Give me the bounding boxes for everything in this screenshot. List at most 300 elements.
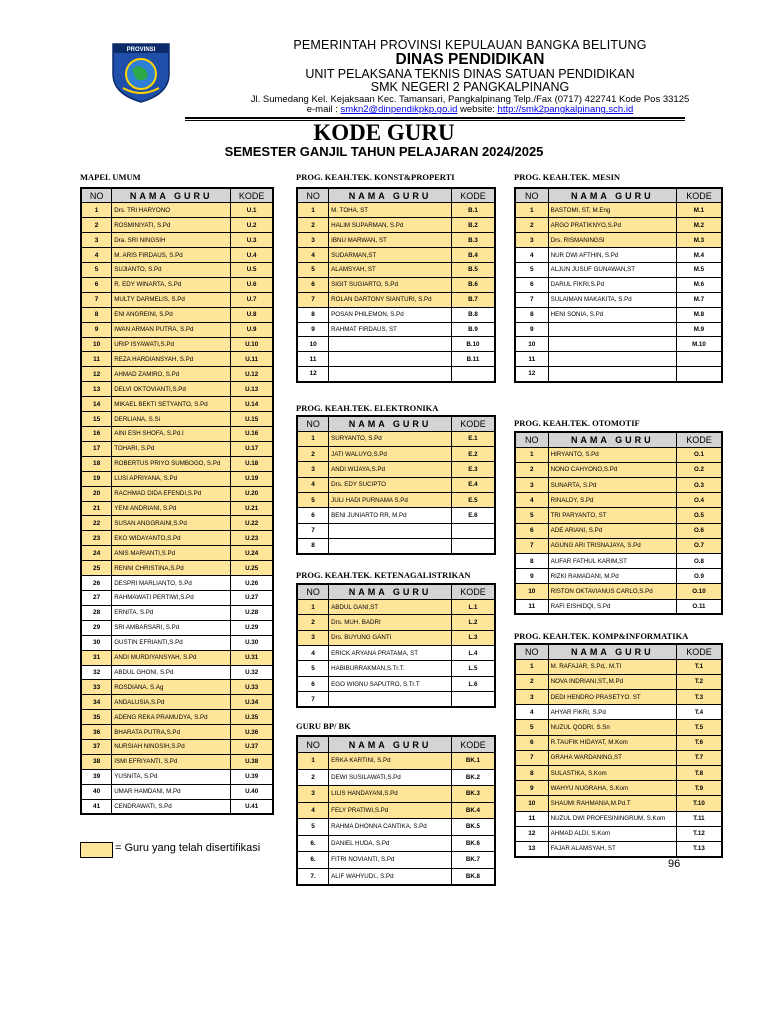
row-kode: U.1 — [231, 203, 273, 218]
row-kode — [451, 692, 495, 707]
page-subtitle: SEMESTER GANJIL TAHUN PELAJARAN 2024/2025 — [224, 144, 544, 159]
table-row — [297, 661, 495, 676]
row-kode: E.5 — [451, 492, 495, 507]
header-nama: NAMA GURU — [329, 736, 452, 753]
row-nama: MULTY DARMELIS, S.Pd — [112, 292, 231, 307]
table-row — [515, 584, 722, 599]
row-no: 16 — [81, 427, 112, 442]
row-nama: SUDARMAN,ST — [329, 248, 452, 263]
table-row — [81, 754, 273, 769]
website-link[interactable]: http://smk2pangkalpinang.sch.id — [497, 104, 634, 115]
row-kode: U.26 — [231, 576, 273, 591]
row-nama: DANIEL HUDA, S.Pd — [329, 835, 452, 852]
header-nama: NAMA GURU — [329, 584, 452, 599]
row-kode: E.6 — [451, 508, 495, 523]
row-nama: HIRYANTO, S.Pd — [548, 447, 676, 462]
website-label: website: — [457, 104, 498, 115]
row-nama: RAHMAWATI PERTIWI,S.Pd — [112, 590, 231, 605]
row-kode: O.5 — [676, 508, 722, 523]
table-row — [515, 277, 722, 292]
row-kode: M.7 — [676, 292, 722, 307]
table-row — [515, 248, 722, 263]
row-no: 9 — [515, 569, 548, 584]
row-kode: U.2 — [231, 218, 273, 233]
table-row — [515, 478, 722, 493]
row-no: 2 — [297, 615, 329, 630]
header-no: NO — [297, 736, 329, 753]
table-row — [81, 352, 273, 367]
row-kode: B.5 — [451, 262, 495, 277]
table-row — [297, 599, 495, 614]
row-kode: O.7 — [676, 538, 722, 553]
table-row — [297, 367, 495, 382]
row-kode: U.11 — [231, 352, 273, 367]
row-no: 8 — [297, 307, 329, 322]
header-nama: NAMA GURU — [548, 644, 676, 659]
table-row — [81, 546, 273, 561]
row-nama: AHMAD ALDI, S.Kom — [548, 826, 676, 841]
header-kode: KODE — [451, 736, 495, 753]
row-no: 7. — [297, 868, 329, 885]
table-row — [297, 819, 495, 836]
row-kode: T.9 — [676, 781, 722, 796]
row-kode: B.2 — [451, 218, 495, 233]
table-row — [515, 447, 722, 462]
header-kode: KODE — [676, 432, 722, 447]
row-kode: U.20 — [231, 486, 273, 501]
row-kode: U.27 — [231, 590, 273, 605]
row-kode: U.29 — [231, 620, 273, 635]
row-kode: L.6 — [451, 676, 495, 691]
row-no: 4 — [297, 646, 329, 661]
table-row — [515, 599, 722, 614]
table-row — [297, 431, 495, 446]
table-row — [297, 262, 495, 277]
row-no: 19 — [81, 471, 112, 486]
row-no: 25 — [81, 561, 112, 576]
row-no: 11 — [515, 352, 548, 367]
header-kode: KODE — [231, 188, 273, 203]
row-kode: T.2 — [676, 674, 722, 689]
row-nama: NOVA INDRIANI,ST.,M.Pd — [548, 674, 676, 689]
row-no: 9 — [515, 322, 548, 337]
table-row — [81, 277, 273, 292]
row-nama: DERLIANA, S.Si — [112, 412, 231, 427]
row-nama: ERICK ARYANA PRATAMA, ST — [329, 646, 452, 661]
row-nama: NONO CAHYONO,S.Pd — [548, 462, 676, 477]
header-no: NO — [297, 188, 329, 203]
row-kode: U.41 — [231, 799, 273, 814]
row-nama — [329, 337, 452, 352]
row-no: 10 — [515, 337, 548, 352]
row-kode: U.38 — [231, 754, 273, 769]
row-nama: AGUNG ARI TRISNAJAYA, S.Pd — [548, 538, 676, 553]
row-nama: R.TAUFIK HIDAYAT, M.Kom — [548, 735, 676, 750]
row-no: 21 — [81, 501, 112, 516]
row-no: 40 — [81, 784, 112, 799]
row-nama: AINI ESH SHOFA, S.Pd.I — [112, 427, 231, 442]
row-no: 32 — [81, 665, 112, 680]
row-no: 39 — [81, 769, 112, 784]
row-nama — [329, 367, 452, 382]
header-nama: NAMA GURU — [548, 188, 676, 203]
row-nama: RENNI CHRISTINA,S.Pd — [112, 561, 231, 576]
table-row — [81, 650, 273, 665]
row-kode: E.2 — [451, 447, 495, 462]
row-no: 4 — [515, 493, 548, 508]
table-mesin — [514, 187, 723, 383]
row-kode: U.32 — [231, 665, 273, 680]
row-no: 12 — [81, 367, 112, 382]
row-kode: L.3 — [451, 630, 495, 645]
table-row — [297, 447, 495, 462]
row-no: 35 — [81, 710, 112, 725]
row-no: 8 — [515, 554, 548, 569]
header-no: NO — [297, 584, 329, 599]
row-nama: FITRI NOVIANTI, S.Pd — [329, 852, 452, 869]
row-no: 6 — [297, 676, 329, 691]
row-no: 15 — [81, 412, 112, 427]
row-no: 18 — [81, 456, 112, 471]
table-row — [515, 811, 722, 826]
legend-text: = Guru yang telah disertifikasi — [115, 842, 261, 854]
row-kode: T.4 — [676, 705, 722, 720]
email-label: e-mail : — [306, 104, 341, 115]
row-nama: ANDALUSIA,S.Pd — [112, 695, 231, 710]
row-nama: AHYAR FIKRI, S.Pd — [548, 705, 676, 720]
table-row — [297, 508, 495, 523]
row-no: 5 — [515, 262, 548, 277]
row-nama: ALAMSYAH, ST — [329, 262, 452, 277]
row-nama: M. TOHA, ST — [329, 203, 452, 218]
row-no: 3 — [81, 233, 112, 248]
row-kode: U.36 — [231, 725, 273, 740]
row-kode: T.3 — [676, 690, 722, 705]
table-row — [515, 554, 722, 569]
row-kode: T.11 — [676, 811, 722, 826]
row-kode: M.10 — [676, 337, 722, 352]
row-no: 4 — [297, 477, 329, 492]
row-nama: Drs. MUH. BADRI — [329, 615, 452, 630]
row-kode: M.2 — [676, 218, 722, 233]
table-row — [81, 292, 273, 307]
row-no: 1 — [297, 753, 329, 770]
header-no: NO — [297, 416, 329, 431]
row-no: 22 — [81, 516, 112, 531]
letterhead-line-2: DINAS PENDIDIKAN — [395, 51, 545, 68]
table-row — [81, 218, 273, 233]
table-row — [297, 676, 495, 691]
header-nama: NAMA GURU — [548, 432, 676, 447]
table-row — [515, 720, 722, 735]
header-nama: NAMA GURU — [329, 188, 452, 203]
row-nama: ARGO PRATIKNYO,S.Pd — [548, 218, 676, 233]
table-row — [515, 292, 722, 307]
row-nama — [548, 322, 676, 337]
table-row — [515, 493, 722, 508]
row-nama: NUR DWI AFTHIN, S.Pd — [548, 248, 676, 263]
legend-swatch — [80, 842, 113, 858]
row-kode: M.1 — [676, 203, 722, 218]
table-row — [81, 397, 273, 412]
row-no: 30 — [81, 635, 112, 650]
row-kode: U.22 — [231, 516, 273, 531]
row-no: 10 — [515, 796, 548, 811]
row-no: 12 — [297, 367, 329, 382]
row-kode: U.21 — [231, 501, 273, 516]
row-kode: L.1 — [451, 599, 495, 614]
row-nama: NUZUL DWI PROFESININGRUM, S.Kom — [548, 811, 676, 826]
row-nama: M. RAFAJAR, S.Pd,. M.TI — [548, 659, 676, 674]
table-row — [81, 337, 273, 352]
row-kode: U.5 — [231, 263, 273, 278]
row-no: 10 — [81, 337, 112, 352]
row-nama: RINALDY, S.Pd — [548, 493, 676, 508]
table-row — [297, 218, 495, 233]
table-row — [297, 352, 495, 367]
table-row — [81, 635, 273, 650]
letterhead-line-3: UNIT PELAKSANA TEKNIS DINAS SATUAN PENDIDIKAN — [305, 67, 635, 81]
row-kode: U.31 — [231, 650, 273, 665]
table-row — [81, 501, 273, 516]
row-no: 33 — [81, 680, 112, 695]
row-no: 10 — [297, 337, 329, 352]
table-row — [81, 441, 273, 456]
page-title: KODE GURU — [313, 120, 455, 145]
table-row — [81, 248, 273, 263]
row-kode: E.4 — [451, 477, 495, 492]
row-no: 5 — [297, 262, 329, 277]
table-row — [515, 233, 722, 248]
row-no: 11 — [515, 811, 548, 826]
section-title-bk: GURU BP/ BK — [296, 721, 351, 731]
row-no: 7 — [515, 750, 548, 765]
row-kode: U.13 — [231, 382, 273, 397]
section-title-mesin: PROG. KEAH.TEK. MESIN — [514, 172, 621, 182]
row-nama: HABIBURRAKMAN,S.Tr.T. — [329, 661, 452, 676]
row-nama: AUFAR FATHUL KARIM,ST — [548, 554, 676, 569]
table-row — [515, 322, 722, 337]
row-nama: BHARATA PUTRA,S.Pd — [112, 725, 231, 740]
row-nama: IBNU MARWAN, ST — [329, 233, 452, 248]
table-row — [515, 674, 722, 689]
row-nama: GRAHA WARDANING,ST — [548, 750, 676, 765]
row-kode: U.3 — [231, 233, 273, 248]
row-nama: FAJAR ALAMSYAH, ST — [548, 841, 676, 856]
row-no: 4 — [297, 248, 329, 263]
row-nama: DEDI HENDRO PRASETYO. ST — [548, 690, 676, 705]
table-row — [515, 659, 722, 674]
table-row — [297, 692, 495, 707]
row-nama: EKO WIDAYANTO,S.Pd — [112, 531, 231, 546]
row-no: 2 — [515, 462, 548, 477]
row-nama — [329, 523, 452, 538]
row-nama: IWAN ARMAN PUTRA, S.Pd — [112, 322, 231, 337]
row-no: 3 — [515, 690, 548, 705]
row-no: 7 — [515, 292, 548, 307]
table-row — [297, 630, 495, 645]
table-row — [81, 725, 273, 740]
row-kode: B.10 — [451, 337, 495, 352]
row-nama: REZA HARDIANSYAH, S.Pd — [112, 352, 231, 367]
table-row — [81, 322, 273, 337]
table-row — [515, 569, 722, 584]
table-row — [515, 841, 722, 856]
row-no: 1 — [297, 431, 329, 446]
table-row — [81, 710, 273, 725]
row-nama: FELY PRATIWI,S.Pd — [329, 802, 452, 819]
table-row — [297, 769, 495, 786]
row-nama: ISMI EFRIYANTI, S.Pd — [112, 754, 231, 769]
row-nama: ANDI WIJAYA,S.Pd — [329, 462, 452, 477]
row-kode: T.1 — [676, 659, 722, 674]
table-row — [297, 233, 495, 248]
table-row — [515, 781, 722, 796]
row-no: 9 — [515, 781, 548, 796]
row-kode: E.1 — [451, 431, 495, 446]
row-no: 7 — [81, 292, 112, 307]
header-no: NO — [515, 432, 548, 447]
section-title-listrik: PROG. KEAH.TEK. KETENAGALISTRIKAN — [296, 570, 471, 580]
row-kode: U.40 — [231, 784, 273, 799]
row-kode: U.10 — [231, 337, 273, 352]
row-kode — [451, 538, 495, 553]
row-kode: M.3 — [676, 233, 722, 248]
letterhead-address: Jl. Sumedang Kel. Kejaksaan Kec. Tamansari, Pangkalpinang Telp./Fax (0717) 422741 Kode Pos 33125 — [250, 94, 690, 105]
table-row — [81, 456, 273, 471]
table-row — [81, 486, 273, 501]
table-row — [81, 412, 273, 427]
row-kode: B.7 — [451, 292, 495, 307]
table-row — [515, 538, 722, 553]
table-row — [515, 218, 722, 233]
row-nama: DESPRI MARLIANTO, S.Pd — [112, 576, 231, 591]
row-kode: U.19 — [231, 471, 273, 486]
row-no: 27 — [81, 590, 112, 605]
row-nama: POSAN PHILEMON, S.Pd — [329, 307, 452, 322]
row-nama: AHMAD ZAMIRO, S.Pd — [112, 367, 231, 382]
row-kode: BK.8 — [451, 868, 495, 885]
page-number: 96 — [668, 858, 681, 870]
row-no: 29 — [81, 620, 112, 635]
row-kode: U.24 — [231, 546, 273, 561]
row-nama: SIGIT SUGIARTO, S.Pd — [329, 277, 452, 292]
row-kode: U.4 — [231, 248, 273, 263]
header-kode: KODE — [451, 416, 495, 431]
row-kode: U.25 — [231, 561, 273, 576]
row-no: 1 — [297, 599, 329, 614]
row-no: 11 — [81, 352, 112, 367]
table-row — [297, 337, 495, 352]
row-no: 28 — [81, 605, 112, 620]
table-row — [81, 740, 273, 755]
row-nama: TOHARI, S.Pd — [112, 441, 231, 456]
header-kode: KODE — [676, 644, 722, 659]
row-no: 2 — [297, 447, 329, 462]
table-konst — [296, 187, 496, 383]
header-nama: NAMA GURU — [112, 188, 231, 203]
header-no: NO — [515, 188, 548, 203]
row-nama: ALIF WAHYUDI., S.Pd — [329, 868, 452, 885]
row-kode: U.23 — [231, 531, 273, 546]
row-kode: U.30 — [231, 635, 273, 650]
row-nama — [329, 538, 452, 553]
section-title-tki: PROG. KEAH.TEK. KOMP&INFORMATIKA — [514, 631, 689, 641]
row-no: 6 — [297, 508, 329, 523]
row-kode: O.1 — [676, 447, 722, 462]
row-nama: GUSTIN EFRIANTI,S.Pd — [112, 635, 231, 650]
row-kode: L.2 — [451, 615, 495, 630]
row-nama: SHAUMI RAHMANIA,M.Pd.T — [548, 796, 676, 811]
row-kode: O.11 — [676, 599, 722, 614]
row-no: 6. — [297, 835, 329, 852]
table-row — [81, 605, 273, 620]
row-kode: O.6 — [676, 523, 722, 538]
row-kode: BK.6 — [451, 835, 495, 852]
row-kode: U.35 — [231, 710, 273, 725]
row-kode: U.33 — [231, 680, 273, 695]
row-nama: BENI JUNIARTO RR, M.Pd — [329, 508, 452, 523]
row-no: 5 — [297, 819, 329, 836]
table-row — [515, 462, 722, 477]
letterhead-line-4: SMK NEGERI 2 PANGKALPINANG — [370, 80, 570, 94]
row-kode: U.12 — [231, 367, 273, 382]
table-row — [297, 646, 495, 661]
row-nama: HALIM SUPARMAN, S.Pd — [329, 218, 452, 233]
row-no: 1 — [297, 203, 329, 218]
row-no: 3 — [297, 462, 329, 477]
table-row — [297, 835, 495, 852]
row-nama: SUNARTA, S.Pd — [548, 478, 676, 493]
row-no: 23 — [81, 531, 112, 546]
letterhead-contact — [190, 104, 750, 115]
row-nama: Dra. SRI NINGSIH — [112, 233, 231, 248]
row-nama: YUSNITA, S.Pd — [112, 769, 231, 784]
row-no: 3 — [297, 786, 329, 803]
row-nama: Drs. BUYUNG GANTI — [329, 630, 452, 645]
row-nama: ADENG REKA PRAMUDYA, S.Pd — [112, 710, 231, 725]
row-no: 7 — [297, 292, 329, 307]
row-no: 7 — [297, 523, 329, 538]
row-kode: T.6 — [676, 735, 722, 750]
header-no: NO — [515, 644, 548, 659]
row-no: 2 — [515, 218, 548, 233]
row-kode: O.10 — [676, 584, 722, 599]
row-no: 3 — [515, 478, 548, 493]
row-nama: ADE ARIANI, S.Pd — [548, 523, 676, 538]
row-no: 2 — [297, 218, 329, 233]
row-kode: BK.1 — [451, 753, 495, 770]
table-row — [81, 471, 273, 486]
email-link[interactable]: smkn2@dinpendikpkp.go.id — [340, 104, 458, 115]
table-otomotif — [514, 431, 723, 615]
row-kode: U.37 — [231, 740, 273, 755]
row-nama: UMAR HAMDANI, M.Pd — [112, 784, 231, 799]
row-nama: MIKAEL BEKTI SETYANTO, S.Pd — [112, 397, 231, 412]
row-nama: DARUL FIKRI,S.Pd — [548, 277, 676, 292]
header-kode: KODE — [451, 584, 495, 599]
row-kode: BK.5 — [451, 819, 495, 836]
row-kode: U.7 — [231, 292, 273, 307]
row-nama: RIZKI RAMADANI, M.Pd — [548, 569, 676, 584]
row-no: 2 — [515, 674, 548, 689]
row-nama: ROSMINIYATI, S.Pd — [112, 218, 231, 233]
table-row — [515, 307, 722, 322]
table-row — [297, 538, 495, 553]
table-row — [515, 262, 722, 277]
row-kode: B.9 — [451, 322, 495, 337]
header-kode: KODE — [451, 188, 495, 203]
